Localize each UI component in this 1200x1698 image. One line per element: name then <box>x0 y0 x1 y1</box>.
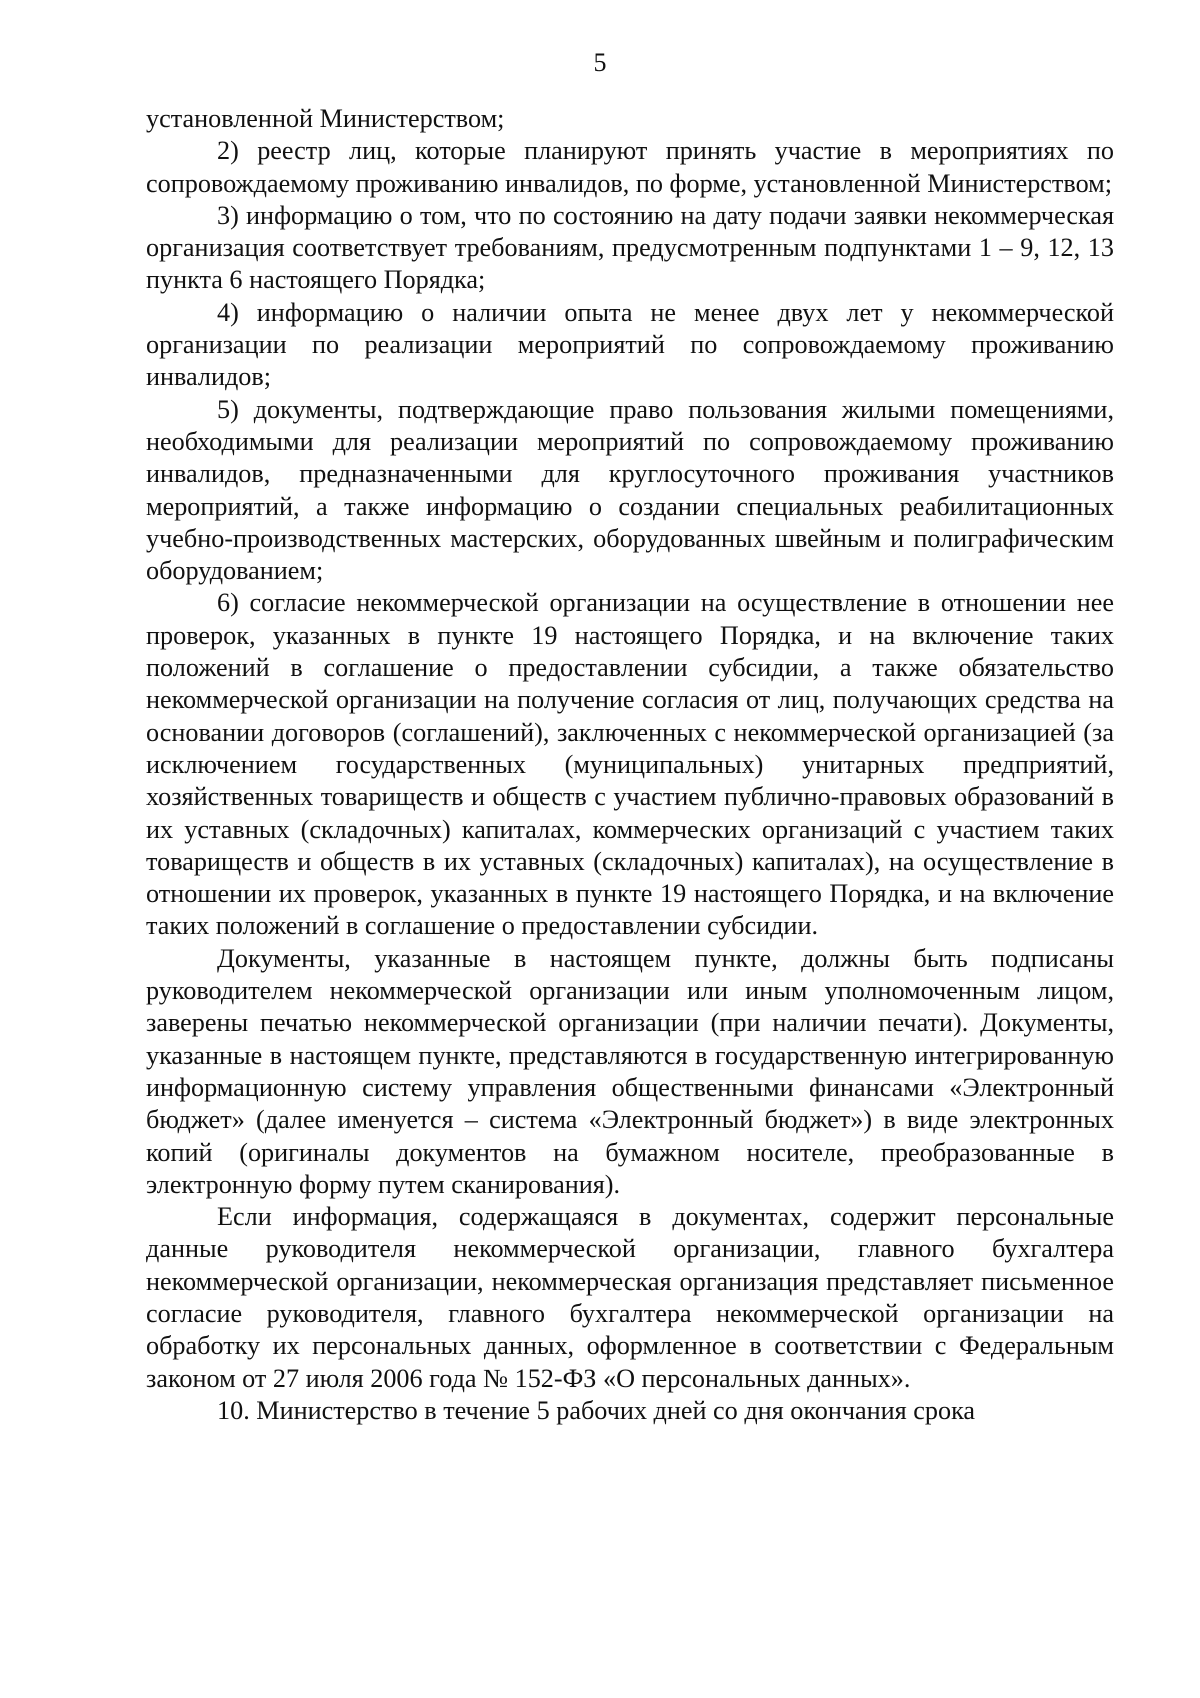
paragraph-item-5: 5) документы, подтверждающие право пользования жилыми помещениями, необходимыми для реализации мероприятий по сопровождаемому проживанию инвалидов, предназначенными для круглосуточного проживания участников мероприятий, а также информацию о создании специальных реабилитационных учебно-производственных мастерских, оборудованных швейным и полиграфическим оборудованием; <box>146 394 1114 586</box>
paragraph-continuation: установленной Министерством; <box>146 104 505 133</box>
paragraph-item-2: 2) реестр лиц, которые планируют принять участие в мероприятиях по сопровождаемому проживанию инвалидов, по форме, установленной Министерством; <box>146 136 1114 198</box>
paragraph-personal-data: Если информация, содержащаяся в документах, содержит персональные данные руководителя некоммерческой организации, главного бухгалтера некоммерческой организации, некоммерческая организация представляет письменное согласие руководителя, главного бухгалтера некоммерческой организации на обработку их персональных данных, оформленное в соответствии с Федеральным законом от 27 июля 2006 года № 152-ФЗ «О персональных данных». <box>146 1202 1114 1393</box>
document-body <box>146 103 1114 1427</box>
page-number: 5 <box>593 48 607 77</box>
paragraph-documents: Документы, указанные в настоящем пункте, должны быть подписаны руководителем некоммерческой организации или иным уполномоченным лицом, заверены печатью некоммерческой организации (при наличии печати). Документы, указанные в настоящем пункте, представляются в государственную интегрированную информационную систему управления общественными финансами «Электронный бюджет» (далее именуется – система «Электронный бюджет») в виде электронных копий (оригиналы документов на бумажном носителе, преобразованные в электронную форму путем сканирования). <box>146 943 1114 1199</box>
paragraph-item-10: 10. Министерство в течение 5 рабочих дней со дня окончания срока <box>217 1395 976 1425</box>
paragraph-item-4: 4) информацию о наличии опыта не менее двух лет у некоммерческой организации по реализации мероприятий по сопровождаемому проживанию инвалидов; <box>146 297 1114 392</box>
paragraph-item-3: 3) информацию о том, что по состоянию на дату подачи заявки некоммерческая организация соответствует требованиям, предусмотренным подпунктами 1 – 9, 12, 13 пункта 6 настоящего Порядка; <box>146 200 1114 295</box>
paragraph-item-6: 6) согласие некоммерческой организации на осуществление в отношении нее проверок, указанных в пункте 19 настоящего Порядка, и на включение таких положений в соглашение о предоставлении субсидии, а также обязательство некоммерческой организации на получение согласия от лиц, получающих средства на основании договоров (соглашений), заключенных с некоммерческой организацией (за исключением государственных (муниципальных) унитарных предприятий, хозяйственных товариществ и обществ с участием публично-правовых образований в их уставных (складочных) капиталах, коммерческих организаций с участием таких товариществ и обществ в их уставных (складочных) капиталах), на осуществление в отношении их проверок, указанных в пункте 19 настоящего Порядка, и на включение таких положений в соглашение о предоставлении субсидии. <box>146 588 1114 941</box>
